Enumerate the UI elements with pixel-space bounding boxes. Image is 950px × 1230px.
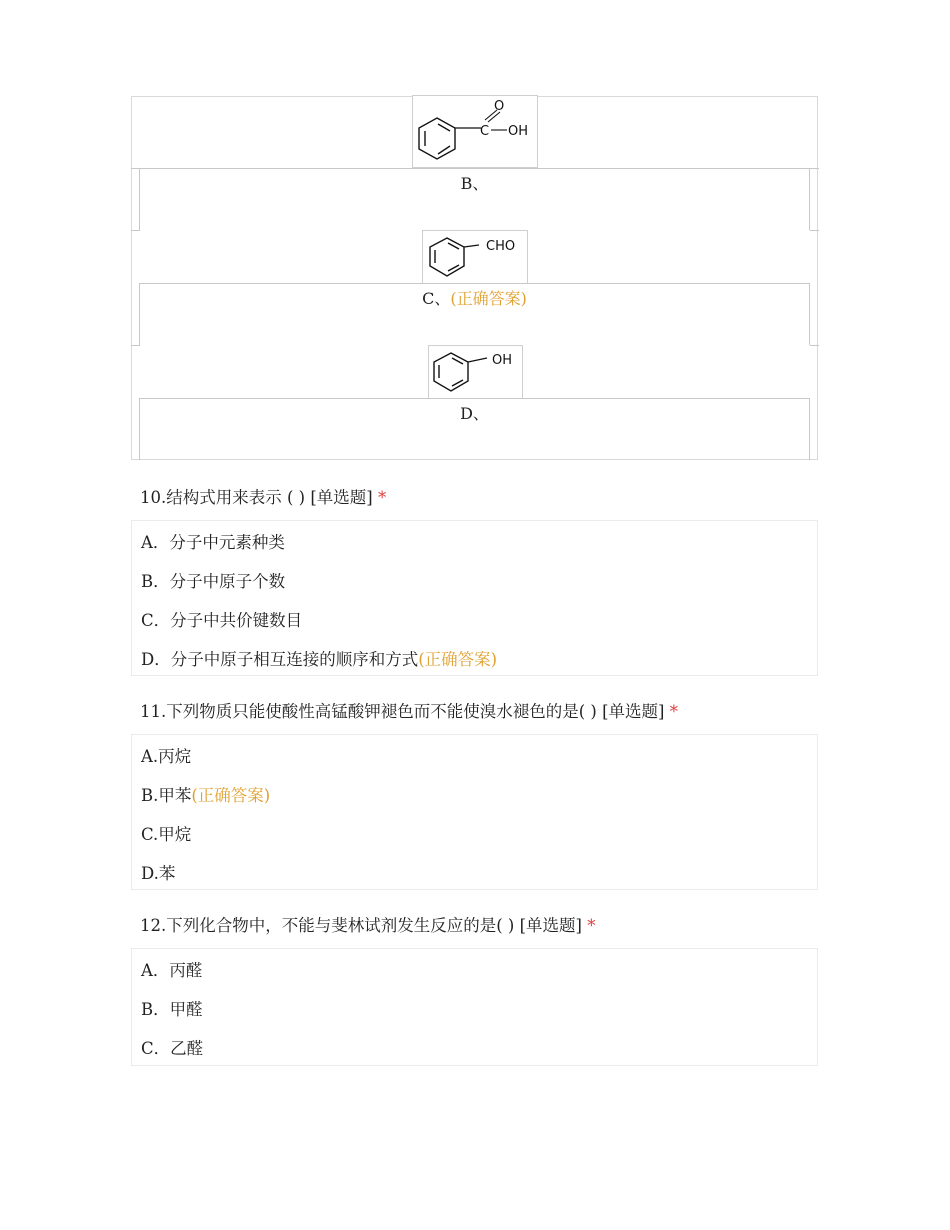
question-11-options xyxy=(131,734,818,890)
option-b-label[interactable] xyxy=(139,171,810,194)
question-12-title xyxy=(140,912,595,936)
option-b[interactable] xyxy=(141,782,270,806)
option-text: B．分子中原子个数 xyxy=(141,572,286,591)
question-text: 12.下列化合物中，不能与斐林试剂发生反应的是( ) [单选题] xyxy=(140,916,588,935)
option-text: A．丙醛 xyxy=(141,961,203,980)
img-label-oh: OH xyxy=(508,124,529,139)
question-text: 10.结构式用来表示 ( ) [单选题] xyxy=(140,488,378,507)
option-c-structure-image xyxy=(422,230,528,284)
question-10-options xyxy=(131,520,818,676)
option-b[interactable] xyxy=(141,996,203,1020)
option-d[interactable] xyxy=(141,646,497,670)
img-label-o: O xyxy=(494,99,505,114)
question-text: 11.下列物质只能使酸性高锰酸钾褪色而不能使溴水褪色的是( ) [单选题] xyxy=(140,702,670,721)
option-d[interactable] xyxy=(141,860,175,884)
option-c[interactable] xyxy=(141,821,191,845)
option-text: D．分子中原子相互连接的顺序和方式 xyxy=(141,650,419,669)
option-text: A．分子中元素种类 xyxy=(141,533,285,552)
required-marker: * xyxy=(587,916,596,935)
benzoic-acid-icon xyxy=(413,96,537,167)
option-b[interactable] xyxy=(141,568,285,592)
option-text: B.甲苯 xyxy=(141,786,192,805)
question-11-title xyxy=(140,698,678,722)
option-a[interactable] xyxy=(141,957,202,981)
frame-tick xyxy=(131,345,140,346)
option-text: C．分子中共价键数目 xyxy=(141,611,303,630)
option-c[interactable] xyxy=(141,607,302,631)
option-text: C．乙醛 xyxy=(141,1039,204,1058)
option-text: D.苯 xyxy=(141,864,176,883)
frame-tick xyxy=(810,345,819,346)
option-a[interactable] xyxy=(141,529,285,553)
option-text: C.甲烷 xyxy=(141,825,192,844)
correct-answer-tag: (正确答案) xyxy=(418,650,498,669)
question-12-options xyxy=(131,948,818,1066)
option-letter: D、 xyxy=(460,404,489,423)
option-d-structure-image xyxy=(428,345,523,399)
correct-answer-tag: (正确答案) xyxy=(191,786,271,805)
option-b-structure-image xyxy=(412,95,538,168)
frame-tick xyxy=(810,230,819,231)
option-letter: B、 xyxy=(460,174,489,193)
option-c[interactable] xyxy=(141,1035,203,1059)
required-marker: * xyxy=(377,488,387,507)
required-marker: * xyxy=(669,702,678,721)
frame-tick xyxy=(131,230,140,231)
img-label-c: C xyxy=(480,124,490,139)
option-d-label[interactable] xyxy=(139,401,810,424)
option-letter: C、 xyxy=(422,289,451,308)
benzaldehyde-icon xyxy=(423,231,527,283)
option-c-label[interactable] xyxy=(139,286,810,309)
question-10-title xyxy=(140,484,386,508)
phenol-icon xyxy=(429,346,522,398)
option-a[interactable] xyxy=(141,743,191,767)
img-label-oh: OH xyxy=(492,353,513,368)
frame-tick xyxy=(131,168,140,169)
img-label-cho: CHO xyxy=(486,239,516,254)
option-text: A.丙烷 xyxy=(141,747,192,766)
option-text: B．甲醛 xyxy=(141,1000,203,1019)
frame-tick xyxy=(810,168,819,169)
correct-answer-tag: (正确答案) xyxy=(450,289,527,308)
